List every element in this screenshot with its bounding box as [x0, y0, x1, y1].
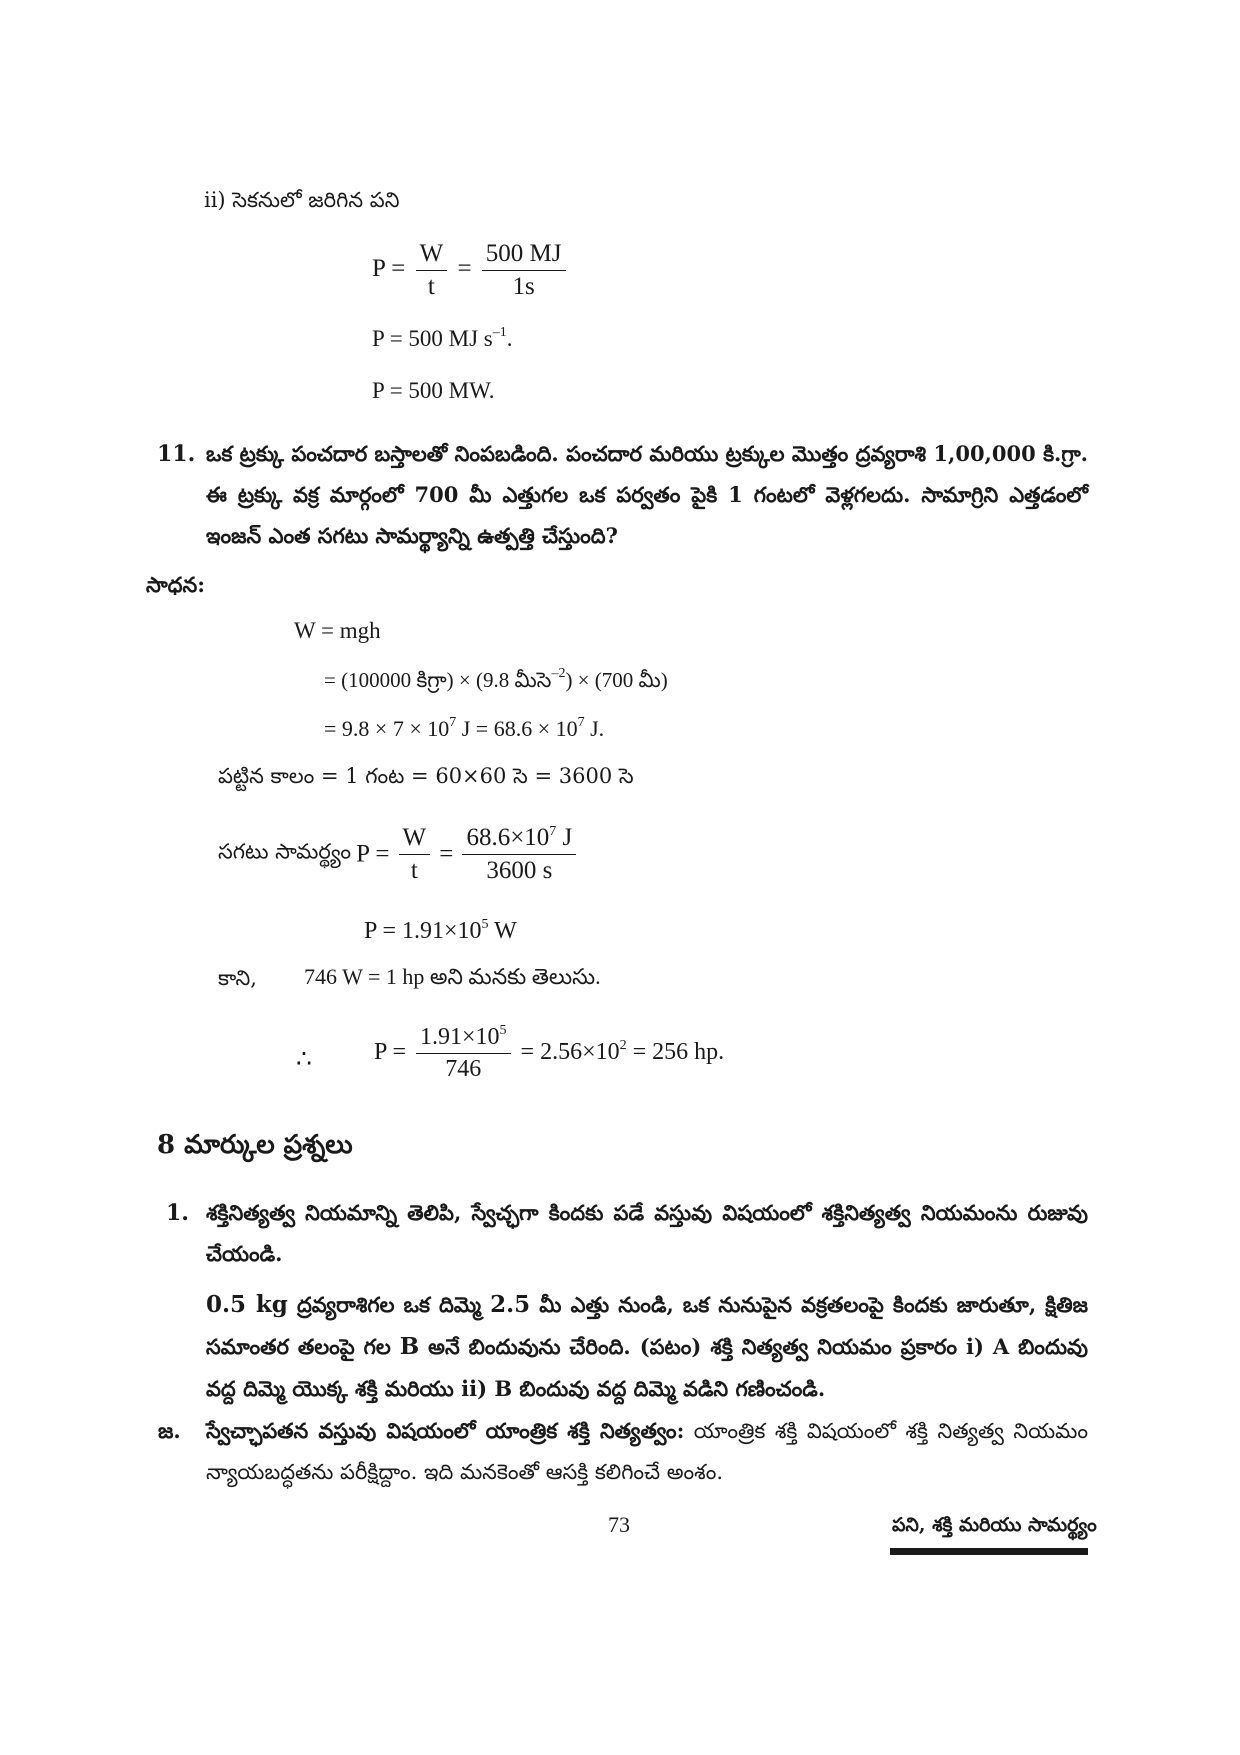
final-numerator-sup: 5 — [499, 1023, 507, 1038]
power-result-text: P = 1.91×10 — [364, 918, 482, 944]
final-horsepower-equation — [374, 1024, 724, 1083]
final-denominator: 746 — [445, 1056, 482, 1082]
avg-numerator-2-tail: J — [556, 824, 573, 851]
power-result-tail: W — [488, 918, 517, 944]
average-power-lhs: P = — [356, 840, 390, 868]
therefore-symbol: ∴ — [296, 1046, 312, 1073]
fraction-w-over-t — [416, 240, 448, 301]
part-ii-label: ii) సెకనులో జరిగిన పని — [204, 188, 400, 212]
work-result-b: J = 68.6 × 10 — [456, 716, 578, 741]
avg-numerator-2-sup: 7 — [549, 824, 557, 839]
subproblem-point-b: B — [399, 1333, 420, 1360]
avg-denominator: t — [410, 857, 418, 884]
eq2-tail: . — [506, 326, 513, 351]
running-title: పని, శక్తి మరియు సామర్థ్యం — [892, 1514, 1097, 1536]
fraction-500mj-over-1s — [482, 240, 566, 301]
power-result-sup: 5 — [481, 917, 489, 932]
eq1-denominator: t — [427, 273, 435, 300]
avg-equals: = — [439, 840, 454, 868]
eq1-numerator: W — [416, 240, 448, 271]
work-sub-superscript: –2 — [551, 666, 566, 681]
work-result — [324, 716, 604, 742]
eq1-equals: = — [457, 255, 472, 283]
section-heading: 8 మార్కుల ప్రశ్నలు — [157, 1130, 353, 1160]
footer-rule — [890, 1548, 1088, 1555]
power-equation-1 — [372, 240, 570, 301]
final-rhs-sup: 2 — [619, 1038, 627, 1054]
answer-label: జ. — [158, 1418, 181, 1443]
horsepower-fact: 746 W = 1 hp అని మనకు తెలుసు. — [304, 964, 601, 989]
subproblem-text-a: ద్రవ్యరాశిగల ఒక దిమ్మె — [287, 1292, 491, 1317]
subproblem-text-b: మీ ఎత్తు నుండి, ఒక నునుపైన వక్రతలంపై కిందకు జారుతూ, క్షితిజ సమాంతర తలంపై గల — [206, 1292, 1088, 1359]
but-label: కాని, — [218, 966, 257, 990]
question-1-number: 1. — [166, 1200, 189, 1226]
work-substitution — [324, 668, 668, 698]
question-1-subproblem — [206, 1284, 1088, 1410]
final-tail: = 256 hp. — [626, 1039, 725, 1066]
question-11-text: ఒక ట్రక్కు పంచదార బస్తాలతో నింపబడింది. పంచదార మరియు ట్రక్కుల మొత్తం ద్రవ్యరాశి 1,00,000 కి.గ్రా. ఈ ట్రక్కు వక్ర మార్గంలో 700 మీ ఎత్తుగల ఒక పర్వతం పైకి 1 గంటలో వెళ్లగలదు. సామాగ్రిని ఎత్తడంలో ఇంజన్ ఎంత సగటు సామర్థ్యాన్ని ఉత్పత్తి చేస్తుంది? — [206, 441, 1088, 548]
fraction-power-over-746 — [416, 1024, 511, 1083]
average-power-equation — [218, 824, 580, 885]
fraction-w-over-t-2 — [399, 824, 431, 885]
work-formula: W = mgh — [294, 618, 381, 643]
eq2-text: P = 500 MJ s — [372, 326, 493, 351]
work-sub-part-b: ) × (700 మీ) — [565, 668, 668, 692]
answer-body: యాంత్రిక శక్తి విషయంలో శక్తి నిత్యత్వ నియమం న్యాయబద్ధతను పరీక్షిద్దాం. ఇది మనకెంతో ఆసక్తి కలిగించే అంశం. — [206, 1419, 1088, 1484]
work-result-sup-1: 7 — [449, 715, 457, 730]
eq1-lhs: P = — [372, 255, 406, 283]
time-taken-line: పట్టిన కాలం = 1 గంట = 60×60 సె = 3600 సె — [218, 764, 634, 788]
subproblem-height: 2.5 — [490, 1291, 531, 1318]
subproblem-mass: 0.5 kg — [206, 1291, 288, 1318]
work-result-sup-2: 7 — [577, 715, 585, 730]
eq1-denominator-2: 1s — [512, 273, 535, 300]
subproblem-text-c: అనే బిందువును చేరింది. (పటం) శక్తి నిత్యత్వ నియమం ప్రకారం i) A బిందువు వద్ద దిమ్మె యొక్క శక్తి మరియు ii) B బిందువు వద్ద దిమ్మె వడిని గణించండి. — [206, 1334, 1089, 1401]
power-result — [364, 918, 517, 945]
avg-numerator-2: 68.6×10 — [466, 824, 550, 851]
question-11-number: 11. — [157, 441, 196, 467]
work-result-c: J. — [584, 716, 605, 741]
fraction-work-over-time — [462, 824, 576, 885]
final-lhs: P = — [374, 1039, 406, 1066]
work-result-a: = 9.8 × 7 × 10 — [324, 716, 450, 741]
eq2-superscript: –1 — [492, 325, 507, 340]
question-1-text: శక్తినిత్యత్వ నియమాన్ని తెలిపి, స్వేచ్ఛగా కిందకు పడే వస్తువు విషయంలో శక్తినిత్యత్వ నియమంను రుజువు చేయండి. — [206, 1200, 1088, 1266]
answer-text — [206, 1410, 1088, 1493]
solution-label: సాధన: — [146, 572, 205, 597]
average-power-label: సగటు సామర్థ్యం — [218, 839, 352, 864]
page-number: 73 — [608, 1512, 630, 1537]
answer-bold-lead: స్వేచ్ఛాపతన వస్తువు విషయంలో యాంత్రిక శక్తి నిత్యత్వం: — [206, 1418, 685, 1443]
avg-denominator-2: 3600 s — [486, 857, 553, 884]
power-equation-3: P = 500 MW. — [372, 378, 495, 403]
avg-numerator: W — [399, 824, 431, 855]
final-rhs: = 2.56×10 — [520, 1039, 620, 1066]
work-sub-part-a: = (100000 కిగ్రా) × (9.8 మీసె — [324, 668, 552, 692]
final-numerator: 1.91×10 — [420, 1024, 500, 1050]
power-equation-2 — [372, 326, 513, 352]
eq1-numerator-2: 500 MJ — [482, 240, 566, 271]
